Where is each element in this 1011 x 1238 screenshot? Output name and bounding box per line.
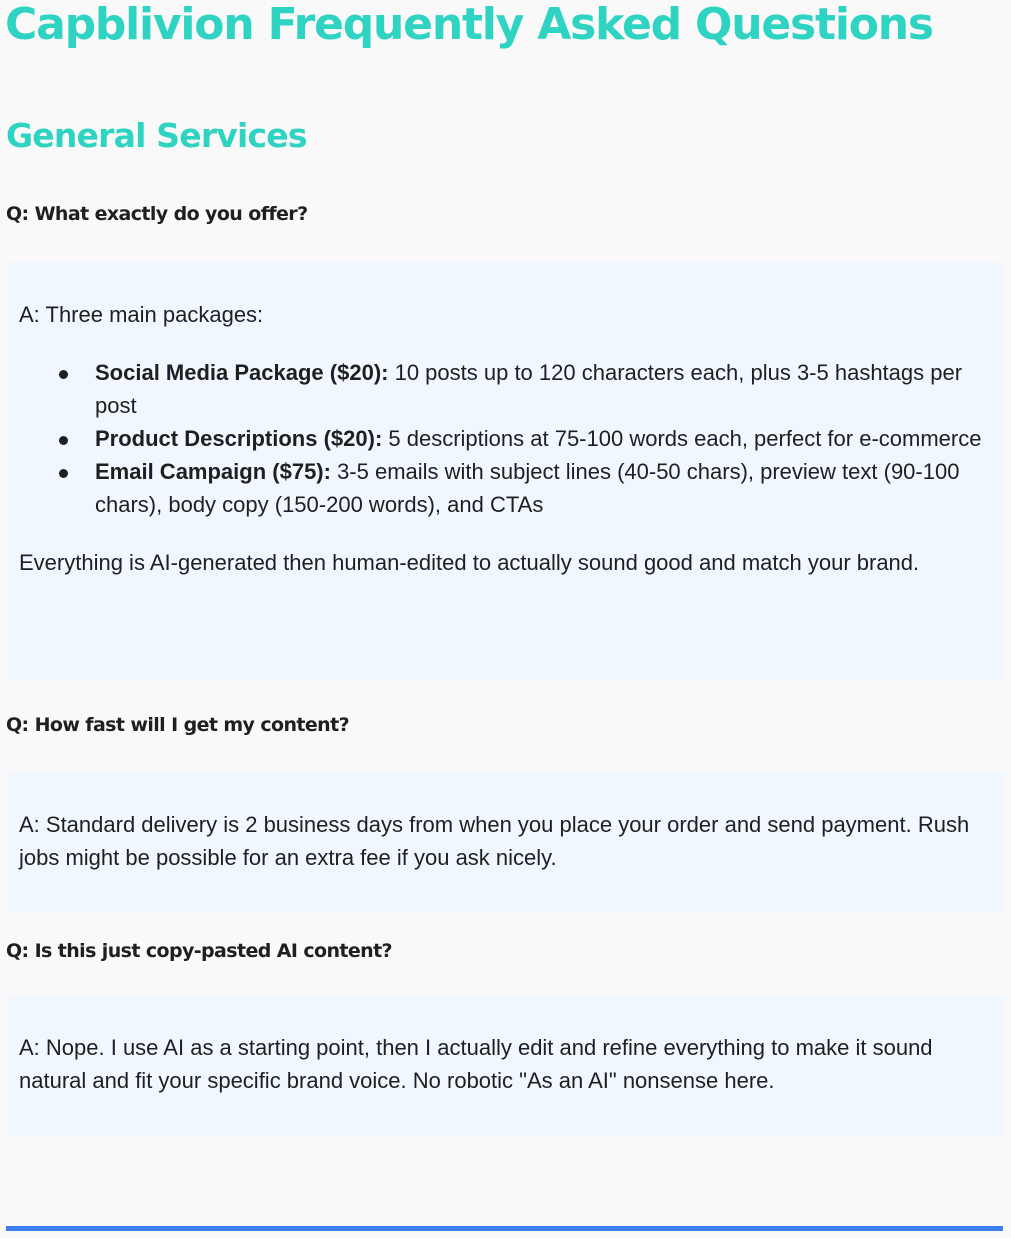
faq-question-offer: Q: What exactly do you offer? xyxy=(6,203,308,225)
package-item-product-descriptions xyxy=(19,422,991,455)
answer-outro: Everything is AI-generated then human-edited to actually sound good and match your brand. xyxy=(19,550,920,575)
bullet-icon xyxy=(59,370,68,379)
package-name: Email Campaign ($75): xyxy=(95,459,331,484)
page-title: Capblivion Frequently Asked Questions xyxy=(5,0,933,50)
package-description: 3-5 emails with subject lines (40-50 chars), preview text (90-100 chars), body copy (150-200 words), and CTAs xyxy=(95,459,960,517)
answer-intro: A: Three main packages: xyxy=(19,302,264,327)
bottom-divider-bar xyxy=(6,1226,1003,1231)
faq-answer-delivery-speed xyxy=(8,772,1003,912)
package-description: 10 posts up to 120 characters each, plus 3-5 hashtags per post xyxy=(95,360,963,418)
package-name: Product Descriptions ($20): xyxy=(95,426,383,451)
bullet-icon xyxy=(59,436,68,445)
faq-question-ai-content: Q: Is this just copy-pasted AI content? xyxy=(6,940,392,962)
package-name: Social Media Package ($20): xyxy=(95,360,389,385)
bullet-icon xyxy=(59,469,68,478)
package-item-email-campaign xyxy=(19,455,991,521)
faq-question-delivery-speed: Q: How fast will I get my content? xyxy=(6,714,349,736)
section-title-general-services: General Services xyxy=(6,116,307,155)
package-list xyxy=(19,356,991,521)
answer-text: A: Nope. I use AI as a starting point, then I actually edit and refine everything to make it sound natural and fit your specific brand voice. No robotic "As an AI" nonsense here. xyxy=(19,1035,933,1093)
faq-answer-ai-content xyxy=(8,996,1003,1136)
package-item-social-media xyxy=(19,356,991,422)
answer-text: A: Standard delivery is 2 business days from when you place your order and send payment. Rush jobs might be possible for an extra fee if you ask nicely. xyxy=(19,812,970,870)
package-description: 5 descriptions at 75-100 words each, perfect for e-commerce xyxy=(382,426,982,451)
faq-answer-offer xyxy=(8,262,1003,681)
